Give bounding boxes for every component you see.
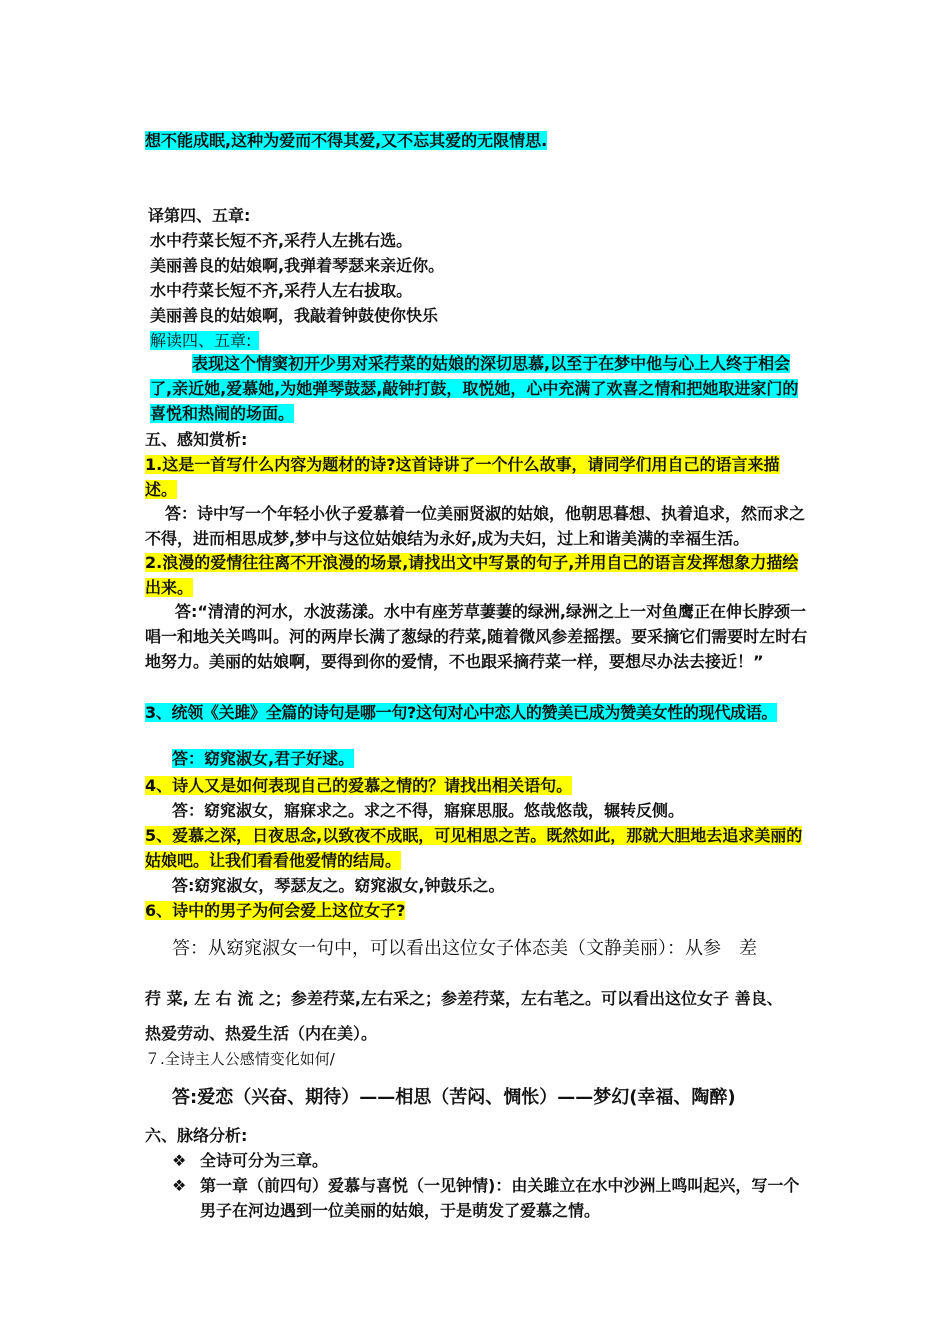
question-4-text: 4、诗人又是如何表现自己的爱慕之情的？请找出相关语句。 xyxy=(145,776,573,795)
question-2-text: 2.浪漫的爱情往往离不开浪漫的场景,请找出文中写景的句子,并用自己的语言发挥想象力描绘出来。 xyxy=(145,553,799,597)
diamond-bullet-icon: ❖ xyxy=(172,1151,187,1170)
interpretation-paragraph xyxy=(150,351,810,426)
question-2 xyxy=(145,550,810,600)
list-item-text: 全诗可分为三章。 xyxy=(200,1151,329,1170)
paragraph-line xyxy=(145,128,547,153)
question-6 xyxy=(145,898,405,923)
list-item xyxy=(172,1173,812,1223)
section5-heading: 五、感知赏析: xyxy=(145,430,248,449)
question-6-text: 6、诗中的男子为何会爱上这位女子? xyxy=(145,901,406,920)
question-3-text: 3、统领《关雎》全篇的诗句是哪一句?这句对心中恋人的赞美已成为赞美女性的现代成语。 xyxy=(145,703,778,722)
question-5 xyxy=(145,823,810,873)
answer-5: 答:窈窕淑女，琴瑟友之。窈窕淑女,钟鼓乐之。 xyxy=(172,876,505,895)
diamond-bullet-icon: ❖ xyxy=(172,1176,187,1195)
interpretation-text: 表现这个情窦初开少男对采荇菜的姑娘的深切思慕,以至于在梦中他与心上人终于相会了,亲近她,爱慕她,为她弹琴鼓瑟,敲钟打鼓，取悦她，心中充满了欢喜之情和把她取进家门的喜悦和热闹的场面。 xyxy=(150,354,799,423)
list-item xyxy=(172,1148,812,1173)
answer-6-line: 荇 菜, 左 右 流 之；参差荇菜,左右采之；参差荇菜，左右芼之。可以看出这位女子 善良、 xyxy=(145,989,783,1008)
answer-2: 答:“清清的河水，水波荡漾。水中有座芳草萋萋的绿洲,绿洲之上一对鱼鹰正在伸长脖颈一唱一和地关关鸣叫。河的两岸长满了葱绿的荇菜,随着微风参差摇摆。要采摘它们需要时左时右地努力。美丽的姑娘啊，要得到你的爱情，不也跟采摘荇菜一样，要想尽办法去接近！” xyxy=(145,602,808,671)
translation-line: 水中荇菜长短不齐,采荇人左挑右选。 xyxy=(150,231,413,250)
question-7: ７.全诗主人公感情变化如何/ xyxy=(145,1050,335,1068)
list-item-text: 第一章（前四句）爱慕与喜悦（一见钟情)：由关雎立在水中沙洲上鸣叫起兴，写一个男子在河边遇到一位美丽的姑娘，于是萌发了爱慕之情。 xyxy=(200,1176,800,1220)
answer-6-line: 热爱劳动、热爱生活（内在美）。 xyxy=(145,1024,378,1043)
translation-line: 美丽善良的姑娘啊，我敲着钟鼓使你快乐 xyxy=(150,306,439,325)
question-1-text: 1.这是一首写什么内容为题材的诗?这首诗讲了一个什么故事，请同学们用自己的语言来描述。 xyxy=(145,455,780,499)
question-4 xyxy=(145,773,572,798)
interpretation-heading xyxy=(150,328,259,353)
translation-line: 水中荇菜长短不齐,采荇人左右拔取。 xyxy=(150,281,413,300)
answer-6-line: 答：从窈窕淑女一句中，可以看出这位女子体态美（文静美丽）：从参 差 xyxy=(172,938,757,959)
answer-7: 答:爱恋（兴奋、期待）——相思（苦闷、惆怅）——梦幻(幸福、陶醉) xyxy=(172,1087,736,1108)
answer-3-text: 答：窈窕淑女,君子好逑。 xyxy=(172,749,355,768)
highlighted-text: 想不能成眠,这种为爱而不得其爱,又不忘其爱的无限情思. xyxy=(145,131,548,150)
section6-heading: 六、脉络分析: xyxy=(145,1126,248,1145)
answer-3 xyxy=(172,746,354,771)
question-5-text: 5、爱慕之深，日夜思念,以致夜不成眠，可见相思之苦。既然如此，那就大胆地去追求美丽的姑娘吧。让我们看看他爱情的结局。 xyxy=(145,826,803,870)
answer-1: 答：诗中写一个年轻小伙子爱慕着一位美丽贤淑的姑娘，他朝思暮想、执着追求，然而求之不得，进而相思成梦,梦中与这位姑娘结为永好,成为夫妇，过上和谐美满的幸福生活。 xyxy=(145,504,806,548)
answer-4: 答：窈窕淑女，寤寐求之。求之不得，寤寐思服。悠哉悠哉，辗转反侧。 xyxy=(172,801,685,820)
question-3 xyxy=(145,700,777,725)
question-1 xyxy=(145,452,810,502)
translation-heading: 译第四、五章: xyxy=(148,206,251,225)
translation-line: 美丽善良的姑娘啊,我弹着琴瑟来亲近你。 xyxy=(150,256,445,275)
interpretation-heading-text: 解读四、五章: xyxy=(150,331,259,350)
